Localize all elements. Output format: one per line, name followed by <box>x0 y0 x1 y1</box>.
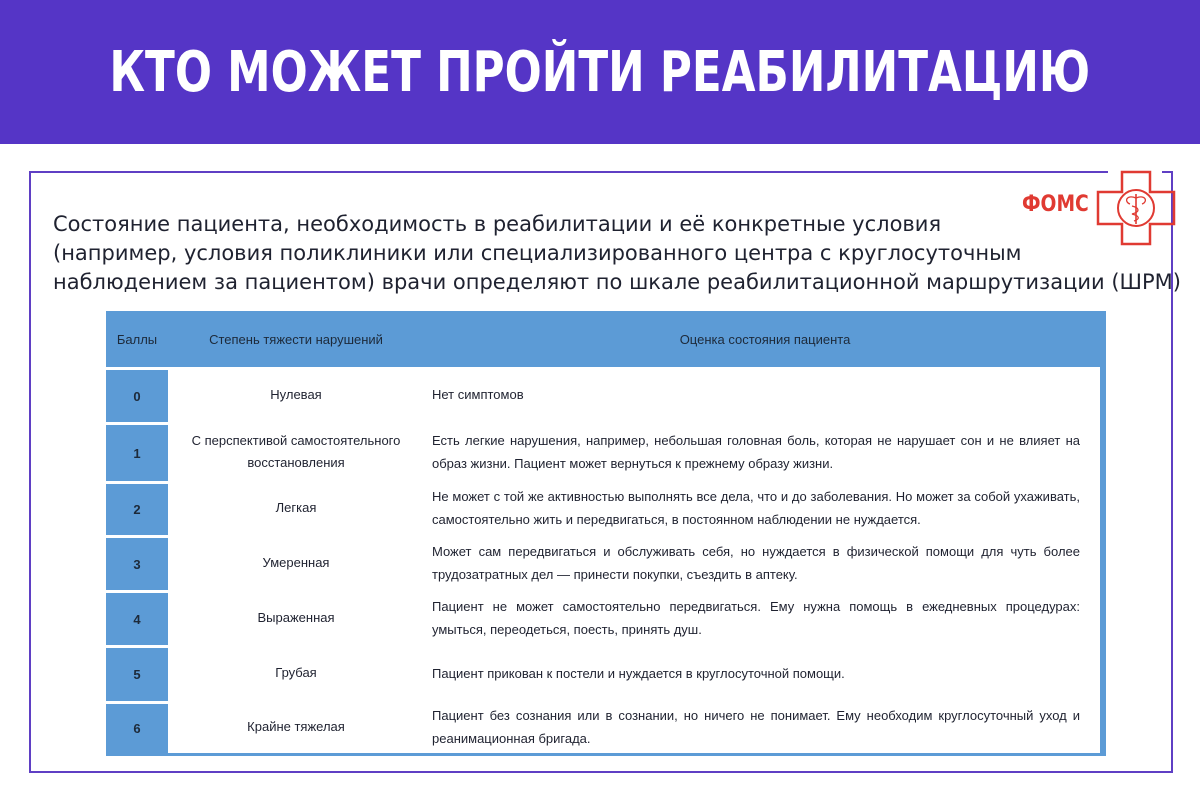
severity-cell: Грубая <box>168 645 424 701</box>
table-row <box>106 590 1106 645</box>
severity-cell: С перспективой самостоятельного восстановления <box>168 422 424 481</box>
intro-line: (например, условия поликлиники или специализированного центра с круглосуточным <box>53 241 1022 265</box>
score-cell: 3 <box>106 535 168 590</box>
score-cell: 0 <box>106 367 168 422</box>
score-cell: 2 <box>106 481 168 535</box>
score-cell: 6 <box>106 701 168 753</box>
description-cell: Есть легкие нарушения, например, небольшая головная боль, которая не нарушает сон и не влияет на образ жизни. Пациент может вернуться к прежнему образу жизни. <box>424 422 1100 481</box>
header-description: Оценка состояния пациента <box>679 331 851 347</box>
description-cell: Пациент прикован к постели и нуждается в круглосуточной помощи. <box>424 645 1100 701</box>
severity-cell: Нулевая <box>168 367 424 422</box>
table-row <box>106 535 1106 590</box>
rehab-scale-table <box>106 311 1106 756</box>
severity-cell: Легкая <box>168 481 424 535</box>
description-cell: Пациент без сознания или в сознании, но ничего не понимает. Ему необходим круглосуточный уход и реанимационная бригада. <box>424 701 1100 753</box>
table-row <box>106 701 1106 753</box>
severity-cell: Умеренная <box>168 535 424 590</box>
severity-cell: Выраженная <box>168 590 424 645</box>
intro-line: наблюдением за пациентом) врачи определяют по шкале реабилитационной маршрутизации (ШРМ) <box>53 270 1181 294</box>
header-score: Баллы <box>116 331 158 347</box>
intro-line: Состояние пациента, необходимость в реабилитации и её конкретные условия <box>53 212 942 236</box>
header-severity: Степень тяжести нарушений <box>209 331 383 347</box>
severity-cell: Крайне тяжелая <box>168 701 424 753</box>
description-cell: Пациент не может самостоятельно передвигаться. Ему нужна помощь в ежедневных процедурах: умыться, переодеться, поесть, принять душ. <box>424 590 1100 645</box>
page-title: КТО МОЖЕТ ПРОЙТИ РЕАБИЛИТАЦИЮ <box>109 39 1091 105</box>
score-cell: 1 <box>106 422 168 481</box>
table-header <box>106 311 1106 367</box>
table-row <box>106 422 1106 481</box>
logo-text: ФОМС <box>1022 192 1089 217</box>
score-cell: 5 <box>106 645 168 701</box>
score-cell: 4 <box>106 590 168 645</box>
title-banner <box>0 0 1200 144</box>
table-row <box>106 481 1106 535</box>
table-row <box>106 645 1106 701</box>
intro-text <box>53 210 1181 297</box>
description-cell: Не может с той же активностью выполнять все дела, что и до заболевания. Но может за собой ухаживать, самостоятельно жить и передвигаться, в постоянном наблюдении не нуждается. <box>424 481 1100 535</box>
table-row <box>106 367 1106 422</box>
description-cell: Нет симптомов <box>424 367 1100 422</box>
description-cell: Может сам передвигаться и обслуживать себя, но нуждается в физической помощи для чуть более трудозатратных дел — принести покупки, съездить в аптеку. <box>424 535 1100 590</box>
